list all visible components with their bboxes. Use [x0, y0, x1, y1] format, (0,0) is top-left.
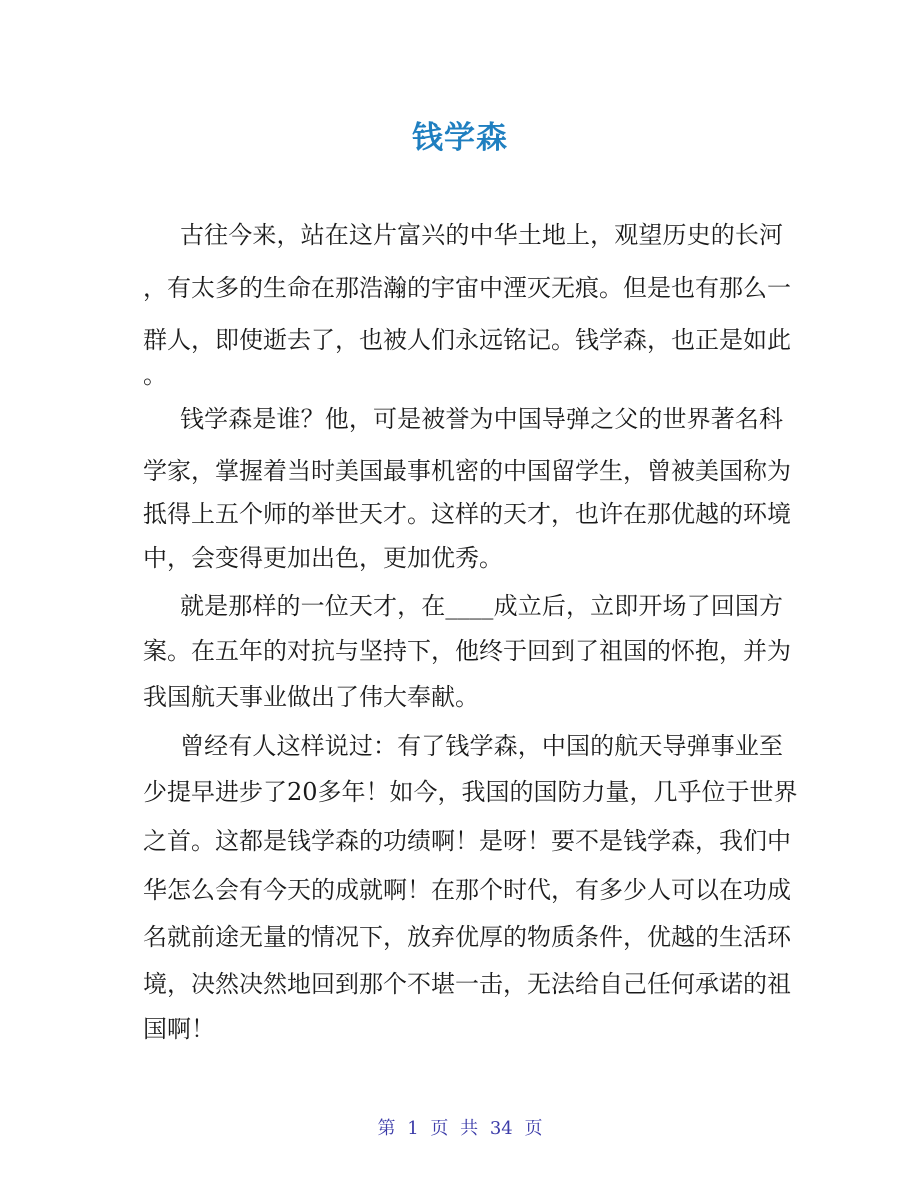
page-footer: 第 1 页 共 34 页 [377, 1118, 543, 1139]
paragraph-4-line-1: 曾经有人这样说过：有了钱学森，中国的航天导弹事业至 [180, 732, 783, 760]
paragraph-4-line-4: 华怎么会有今天的成就啊！在那个时代，有多少人可以在功成 [143, 876, 791, 904]
page-title: 钱学森 [412, 120, 508, 156]
paragraph-4-line-6: 境，决然决然地回到那个不堪一击，无法给自己任何承诺的祖 [143, 970, 791, 998]
paragraph-1-line-2: ，有太多的生命在那浩瀚的宇宙中湮灭无痕。但是也有那么一 [143, 274, 791, 302]
paragraph-4-line-7: 国啊！ [143, 1015, 215, 1043]
paragraph-3-line-2: 案。在五年的对抗与坚持下，他终于回到了祖国的怀抱，并为 [143, 637, 791, 665]
paragraph-1-line-1: 古往今来，站在这片富兴的中华土地上，观望历史的长河 [180, 221, 783, 249]
paragraph-4-line-5: 名就前途无量的情况下，放弃优厚的物质条件，优越的生活环 [143, 923, 791, 951]
paragraph-3-line-3: 我国航天事业做出了伟大奉献。 [143, 683, 479, 711]
paragraph-4-line-2: 少提早进步了20多年！如今，我国的国防力量，几乎位于世界 [143, 778, 798, 806]
paragraph-1-line-4: 。 [143, 361, 167, 389]
paragraph-4-line-3: 之首。这都是钱学森的功绩啊！是呀！要不是钱学森，我们中 [143, 827, 791, 855]
paragraph-1-line-3: 群人，即使逝去了，也被人们永远铭记。钱学森，也正是如此 [143, 326, 791, 354]
paragraph-3-line-1: 就是那样的一位天才，在____成立后，立即开场了回国方 [180, 592, 783, 620]
paragraph-2-line-2: 学家，掌握着当时美国最事机密的中国留学生，曾被美国称为 [143, 457, 791, 485]
paragraph-2-line-1: 钱学森是谁？他，可是被誉为中国导弹之父的世界著名科 [180, 405, 783, 433]
paragraph-2-line-4: 中，会变得更加出色，更加优秀。 [143, 544, 503, 572]
paragraph-2-line-3: 抵得上五个师的举世天才。这样的天才，也许在那优越的环境 [143, 500, 791, 528]
